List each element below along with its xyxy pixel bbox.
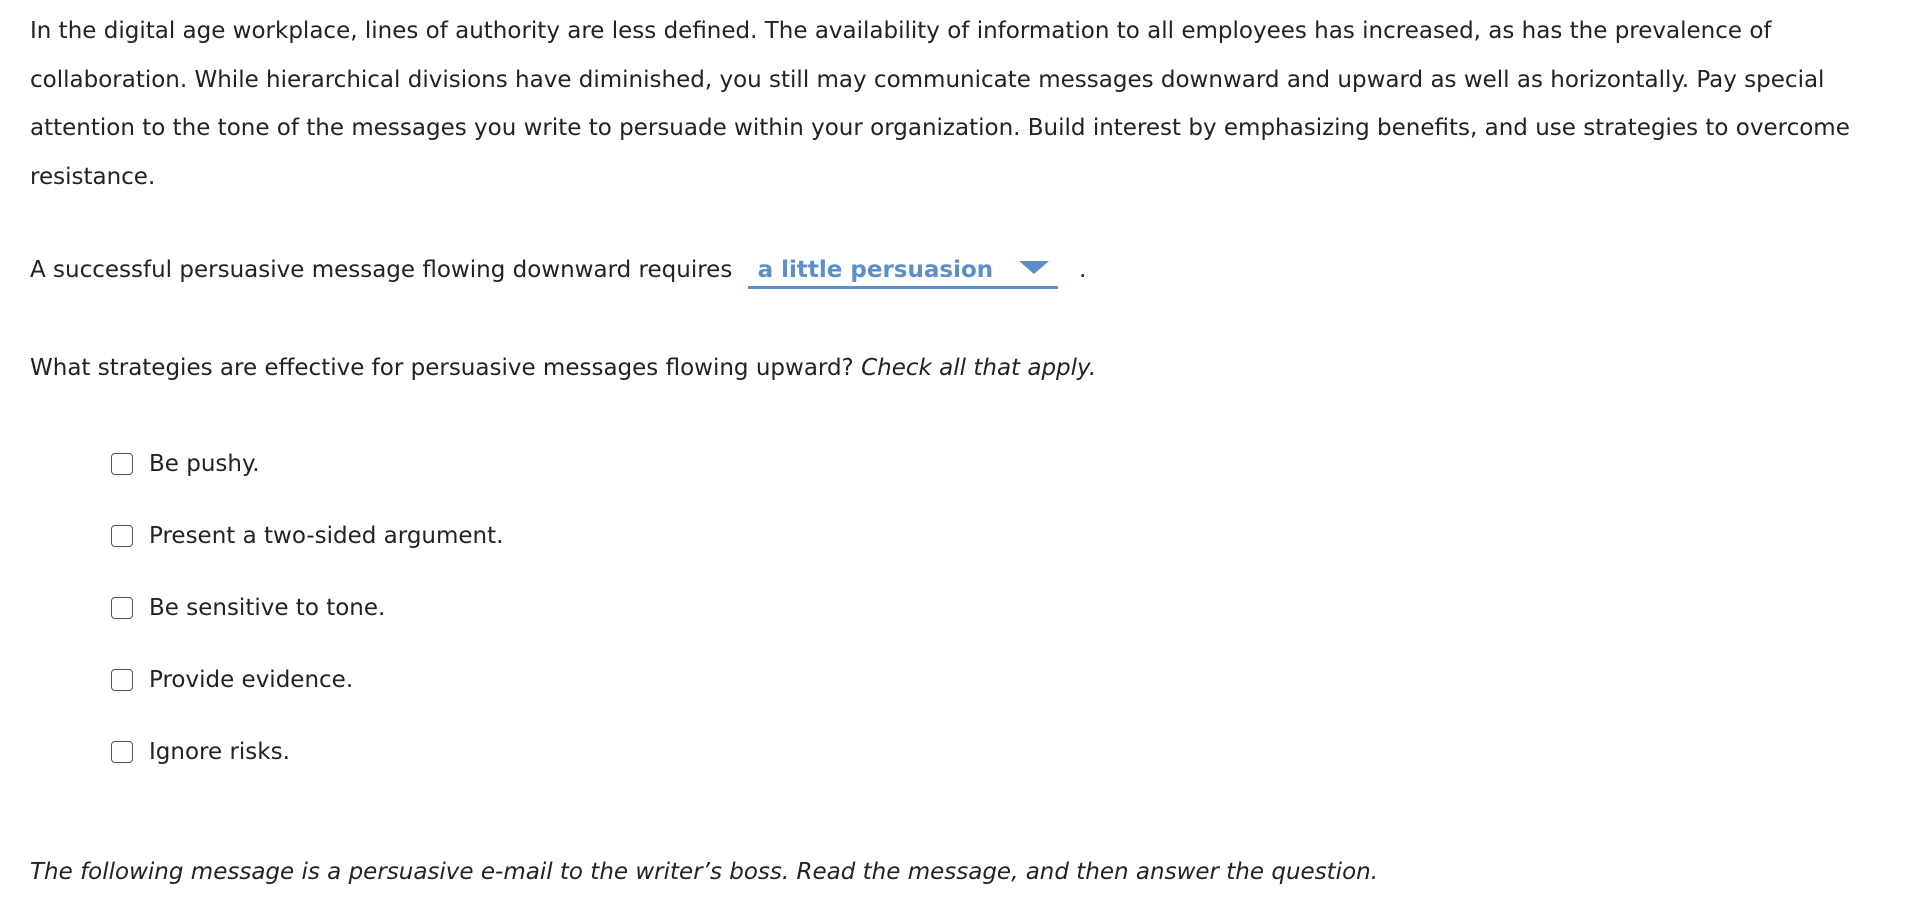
option-ignore-risks[interactable] bbox=[111, 716, 503, 788]
persuasion-dropdown-value: a little persuasion bbox=[757, 257, 994, 283]
option-two-sided-argument[interactable] bbox=[111, 500, 503, 572]
question-upward-text: What strategies are effective for persuasive messages flowing upward? bbox=[30, 355, 854, 381]
option-label: Provide evidence. bbox=[149, 667, 354, 693]
caret-down-icon bbox=[1019, 261, 1049, 274]
question-downward bbox=[30, 250, 1086, 290]
checkbox[interactable] bbox=[111, 669, 133, 691]
option-be-pushy[interactable] bbox=[111, 428, 503, 500]
option-sensitive-to-tone[interactable] bbox=[111, 572, 503, 644]
option-label: Ignore risks. bbox=[149, 739, 290, 765]
option-label: Be sensitive to tone. bbox=[149, 595, 386, 621]
strategy-options bbox=[111, 428, 503, 788]
question-upward bbox=[30, 348, 1096, 388]
persuasion-dropdown[interactable] bbox=[748, 254, 1058, 289]
question-upward-instruction: Check all that apply. bbox=[861, 355, 1097, 381]
checkbox[interactable] bbox=[111, 741, 133, 763]
intro-section bbox=[30, 7, 1890, 201]
question-downward-suffix: . bbox=[1078, 257, 1087, 283]
footer-instruction: The following message is a persuasive e-mail to the writer’s boss. Read the message, and then answer the question. bbox=[30, 859, 1379, 885]
intro-paragraph: In the digital age workplace, lines of authority are less defined. The availability of information to all employees has increased, as has the prevalence of collaboration. While hierarchical divisions have diminished, you still may communicate messages downward and upward as well as horizontally. Pay special attention to the tone of the messages you write to persuade within your organization. Build interest by emphasizing benefits, and use strategies to overcome resistance. bbox=[30, 18, 1850, 190]
option-label: Present a two-sided argument. bbox=[149, 523, 504, 549]
checkbox[interactable] bbox=[111, 597, 133, 619]
checkbox[interactable] bbox=[111, 525, 133, 547]
option-label: Be pushy. bbox=[149, 451, 260, 477]
checkbox[interactable] bbox=[111, 453, 133, 475]
option-provide-evidence[interactable] bbox=[111, 644, 503, 716]
question-downward-prefix: A successful persuasive message flowing downward requires bbox=[30, 257, 733, 283]
